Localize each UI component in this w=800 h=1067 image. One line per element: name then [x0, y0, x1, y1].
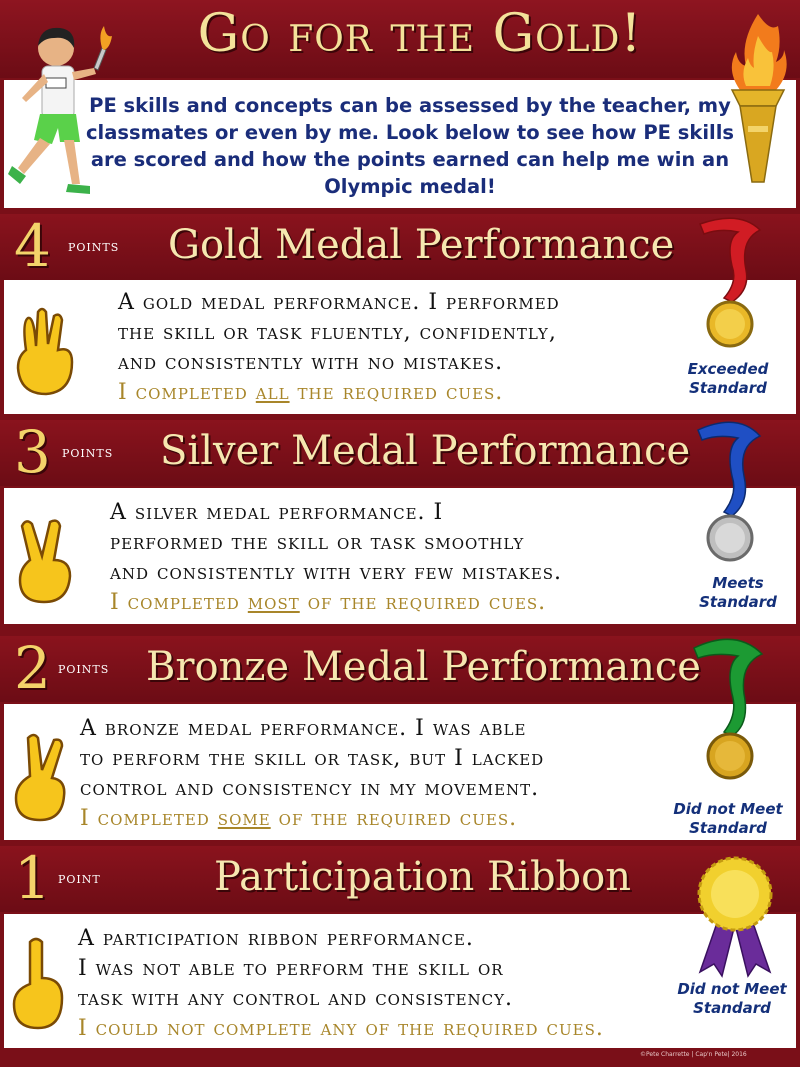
points-number: 2	[14, 634, 51, 702]
level-title: Gold Medal Performance	[168, 222, 675, 268]
level-title: Silver Medal Performance	[160, 428, 691, 474]
description-line: A participation ribbon performance.	[78, 926, 474, 951]
points-unit: points	[58, 658, 110, 677]
gold-medal-icon	[680, 210, 780, 350]
level-title: Participation Ribbon	[214, 854, 631, 900]
standard-label: Exceeded Standard	[687, 360, 769, 397]
standard-label: Meets Standard	[699, 574, 777, 611]
cue-line: I completed some of the required cues.	[80, 806, 518, 831]
cue-keyword: most	[247, 590, 300, 615]
description-line: control and consistency in my movement.	[80, 776, 540, 801]
points-unit: points	[68, 236, 120, 255]
level-description	[110, 498, 562, 618]
runner-illustration	[6, 8, 116, 208]
three-fingers-hand-icon	[12, 302, 80, 400]
description-line: A bronze medal performance. I was able	[80, 716, 527, 741]
cue-line: I could not complete any of the required cues.	[78, 1016, 604, 1041]
description-line: and consistently with no mistakes.	[118, 350, 504, 375]
cue-keyword: all	[255, 380, 290, 405]
two-fingers-hand-icon	[8, 730, 74, 826]
description-line: the skill or task fluently, confidently,	[118, 320, 557, 345]
title-bar	[0, 0, 800, 78]
description-line: and consistently with very few mistakes.	[110, 560, 563, 585]
description-line: performed the skill or task smoothly	[110, 530, 525, 555]
description-line: I was not able to perform the skill or	[78, 956, 504, 981]
cue-line: I completed most of the required cues.	[110, 590, 547, 615]
points-unit: point	[58, 868, 101, 887]
points-unit: points	[62, 442, 114, 461]
silver-medal-icon	[680, 412, 780, 564]
level-title: Bronze Medal Performance	[146, 644, 701, 690]
bronze-medal-icon	[680, 628, 780, 784]
description-line: to perform the skill or task, but I lacked	[80, 746, 545, 771]
description-line: task with any control and consistency.	[78, 986, 514, 1011]
two-fingers-hand-icon	[10, 514, 78, 608]
torch-illustration	[718, 6, 798, 206]
points-number: 1	[14, 844, 51, 912]
page-title: Go for the Gold!	[197, 4, 643, 64]
participation-ribbon-icon	[690, 850, 780, 980]
cue-line: I completed all the required cues.	[118, 380, 504, 405]
standard-label: Did not Meet Standard	[673, 800, 783, 837]
copyright-credit: ©Pete Charrette | Cap'n Pete| 2016	[640, 1051, 747, 1058]
level-description	[118, 288, 560, 408]
level-description	[80, 714, 544, 834]
points-number: 3	[14, 418, 51, 486]
level-description	[78, 924, 604, 1044]
standard-label: Did not Meet Standard	[677, 980, 787, 1017]
points-number: 4	[14, 212, 51, 280]
description-line: A silver medal performance. I	[110, 500, 444, 525]
band-participation	[0, 846, 800, 912]
one-finger-hand-icon	[8, 934, 70, 1034]
cue-keyword: some	[217, 806, 271, 831]
description-line: A gold medal performance. I performed	[118, 290, 560, 315]
intro-text: PE skills and concepts can be assessed by the teacher, my classmates or even by me. Look below to see how PE skills are scored and how the points earned can help me win an Olympic medal!	[86, 94, 734, 198]
